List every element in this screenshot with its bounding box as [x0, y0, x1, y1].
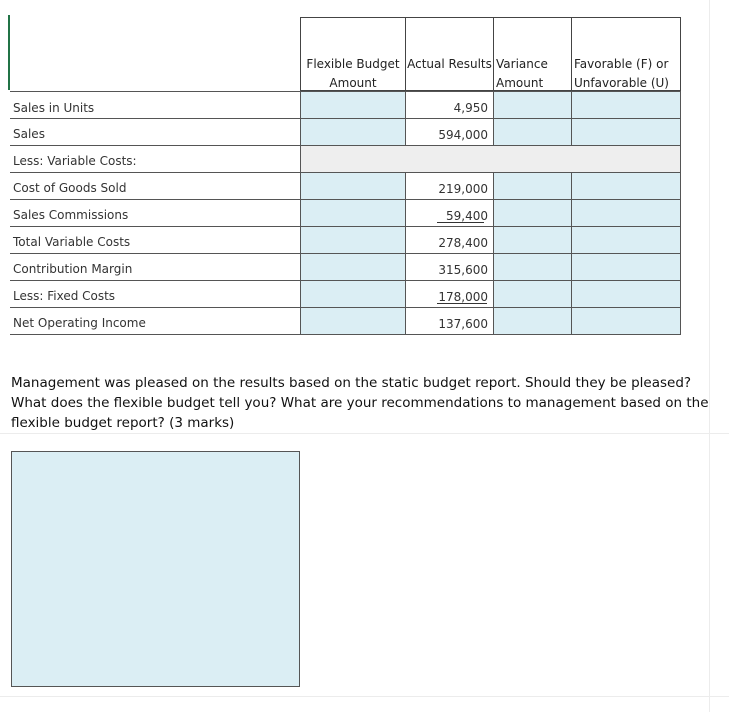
flexible-budget-cell[interactable]: [300, 253, 406, 281]
variance-amount-cell[interactable]: [493, 226, 572, 254]
flexible-budget-cell[interactable]: [300, 226, 406, 254]
favorable-unfavorable-cell[interactable]: [571, 199, 681, 227]
selected-cell-edge: [8, 15, 10, 90]
actual-results-cell[interactable]: 315,600: [405, 253, 494, 281]
actual-results-cell[interactable]: 594,000: [405, 118, 494, 146]
flexible-budget-cell[interactable]: [300, 118, 406, 146]
row-label-contribution-margin[interactable]: Contribution Margin: [10, 253, 301, 281]
variance-amount-cell[interactable]: [493, 253, 572, 281]
row-label-sales[interactable]: Sales: [10, 118, 301, 146]
flexible-budget-cell[interactable]: [300, 280, 406, 308]
favorable-unfavorable-cell[interactable]: [571, 307, 681, 335]
favorable-unfavorable-cell[interactable]: [571, 253, 681, 281]
row-label-less-variable-costs[interactable]: Less: Variable Costs:: [10, 145, 301, 173]
actual-results-cell[interactable]: 4,950: [405, 91, 494, 119]
section-row-fill: [300, 145, 681, 173]
variance-amount-cell[interactable]: [493, 199, 572, 227]
actual-results-cell[interactable]: 178,000: [405, 280, 494, 308]
actual-results-cell[interactable]: 137,600: [405, 307, 494, 335]
variance-amount-cell[interactable]: [493, 280, 572, 308]
actual-results-cell[interactable]: 219,000: [405, 172, 494, 200]
gridline: [709, 0, 710, 712]
actual-results-cell[interactable]: 59,400: [405, 199, 494, 227]
header-actual-results[interactable]: Actual Results: [405, 17, 494, 91]
variance-amount-cell[interactable]: [493, 307, 572, 335]
header-flexible-budget[interactable]: Flexible Budget Amount: [300, 17, 406, 91]
actual-results-cell[interactable]: 278,400: [405, 226, 494, 254]
answer-input-box[interactable]: [11, 451, 300, 687]
flexible-budget-cell[interactable]: [300, 91, 406, 119]
header-favorable-unfavorable[interactable]: Favorable (F) or Unfavorable (U): [571, 17, 681, 91]
flexible-budget-cell[interactable]: [300, 307, 406, 335]
row-label-cost-of-goods-sold[interactable]: Cost of Goods Sold: [10, 172, 301, 200]
row-label-sales-commissions[interactable]: Sales Commissions: [10, 199, 301, 227]
subtotal-underline: [437, 303, 487, 304]
favorable-unfavorable-cell[interactable]: [571, 280, 681, 308]
favorable-unfavorable-cell[interactable]: [571, 226, 681, 254]
flexible-budget-cell[interactable]: [300, 172, 406, 200]
flexible-budget-cell[interactable]: [300, 199, 406, 227]
gridline: [0, 433, 729, 434]
row-label-net-operating-income[interactable]: Net Operating Income: [10, 307, 301, 335]
variance-amount-cell[interactable]: [493, 91, 572, 119]
question-text: Management was pleased on the results based on the static budget report. Should they be pleased? What does the flexible budget tell you? What are your recommendations to management based on the flexible budget report? (3 marks): [11, 375, 709, 431]
favorable-unfavorable-cell[interactable]: [571, 118, 681, 146]
row-label-total-variable-costs[interactable]: Total Variable Costs: [10, 226, 301, 254]
variance-amount-cell[interactable]: [493, 118, 572, 146]
header-variance-amount[interactable]: Variance Amount: [493, 17, 572, 91]
favorable-unfavorable-cell[interactable]: [571, 172, 681, 200]
favorable-unfavorable-cell[interactable]: [571, 91, 681, 119]
gridline: [0, 696, 729, 697]
subtotal-underline: [437, 222, 484, 223]
variance-amount-cell[interactable]: [493, 172, 572, 200]
row-label-less-fixed-costs[interactable]: Less: Fixed Costs: [10, 280, 301, 308]
row-label-sales-in-units[interactable]: Sales in Units: [10, 91, 301, 119]
